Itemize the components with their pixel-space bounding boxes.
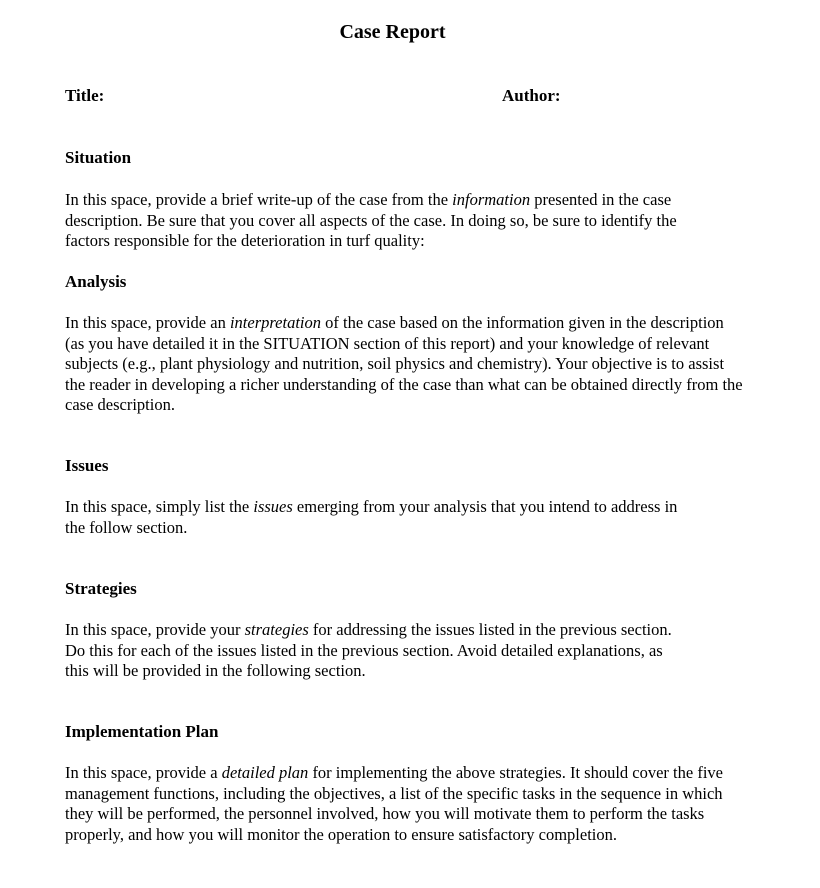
issues-emphasis: issues bbox=[253, 497, 293, 516]
issues-paragraph bbox=[65, 497, 685, 538]
issues-heading: Issues bbox=[65, 456, 109, 475]
implementation-paragraph bbox=[65, 763, 730, 845]
strategies-emphasis: strategies bbox=[244, 620, 309, 639]
strategies-text-after: for addressing the issues listed in the previous section. Do this for each of the issues listed in the previous section. Avoid detailed explanations, as this will be provided in the following section. bbox=[65, 620, 672, 680]
page-title: Case Report bbox=[339, 21, 446, 43]
situation-heading: Situation bbox=[65, 148, 132, 167]
implementation-text-after: for implementing the above strategies. It should cover the five management functions, including the objectives, a list of the specific tasks in the sequence in which they will be performed, the personnel involved, how you will motivate them to perform the tasks properly, and how you will monitor the operation to ensure satisfactory completion. bbox=[65, 763, 723, 844]
situation-emphasis: information bbox=[452, 190, 531, 209]
issues-text-after: emerging from your analysis that you intend to address in the follow section. bbox=[65, 497, 678, 537]
situation-paragraph bbox=[65, 190, 715, 252]
strategies-heading: Strategies bbox=[65, 579, 137, 598]
situation-text-after: presented in the case description. Be sure that you cover all aspects of the case. In doing so, be sure to identify the factors responsible for the deterioration in turf quality: bbox=[65, 190, 677, 250]
strategies-text-before: In this space, provide your bbox=[65, 620, 245, 639]
title-label: Title: bbox=[65, 86, 105, 105]
analysis-text-after: of the case based on the information given in the description (as you have detailed it in the SITUATION section of this report) and your knowledge of relevant subjects (e.g., plant physiology and nutrition, soil physics and chemistry). Your objective is to assist the reader in developing a richer understanding of the case than what can be obtained directly from the case description. bbox=[65, 313, 743, 414]
analysis-emphasis: interpretation bbox=[229, 313, 322, 332]
analysis-text-before: In this space, provide an bbox=[65, 313, 230, 332]
issues-text-before: In this space, simply list the bbox=[65, 497, 254, 516]
strategies-paragraph bbox=[65, 620, 690, 682]
implementation-heading: Implementation Plan bbox=[65, 722, 219, 741]
situation-text-before: In this space, provide a brief write-up of the case from the bbox=[65, 190, 453, 209]
analysis-paragraph bbox=[65, 313, 745, 416]
author-label: Author: bbox=[502, 86, 561, 105]
implementation-emphasis: detailed plan bbox=[221, 763, 309, 782]
implementation-text-before: In this space, provide a bbox=[65, 763, 222, 782]
analysis-heading: Analysis bbox=[65, 272, 127, 291]
